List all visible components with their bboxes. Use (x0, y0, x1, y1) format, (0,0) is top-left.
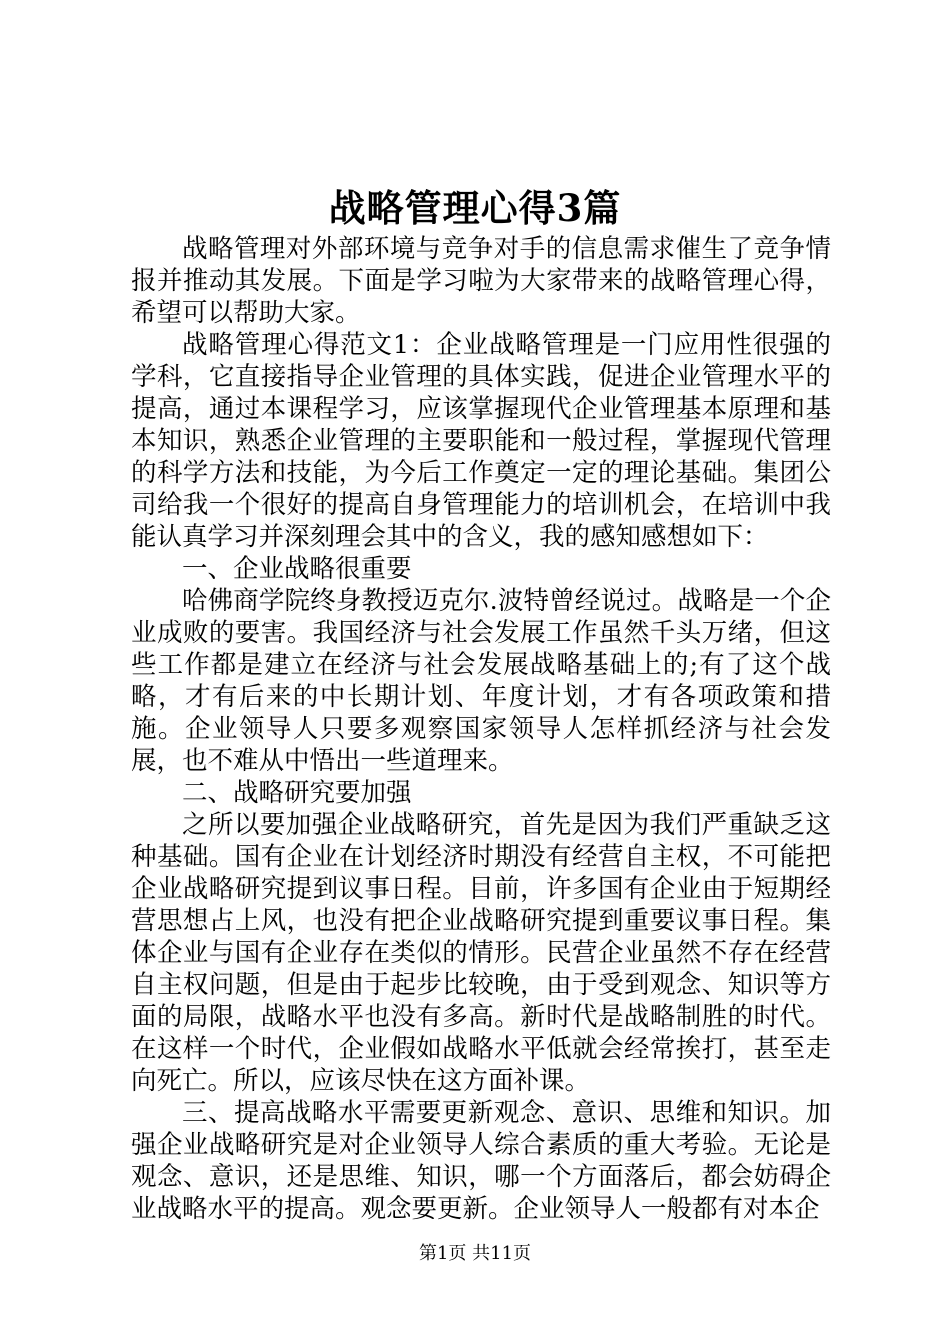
section-1-paragraph: 哈佛商学院终身教授迈克尔.波特曾经说过。战略是一个企业成败的要害。我国经济与社会发展工作虽然千头万绪，但这些工作都是建立在经济与社会发展战略基础上的;有了这个战略，才有后来的中长期计划、年度计划，才有各项政策和措施。企业领导人只要多观察国家领导人怎样抓经济与社会发展，也不难从中悟出一些道理来。 (131, 586, 831, 776)
page-footer: 第1页 共11页 (418, 1243, 532, 1264)
sample-1-paragraph: 战略管理心得范文1：企业战略管理是一门应用性很强的学科，它直接指导企业管理的具体实践，促进企业管理水平的提高，通过本课程学习，应该掌握现代企业管理基本原理和基本知识，熟悉企业管理的主要职能和一般过程，掌握现代管理的科学方法和技能，为今后工作奠定一定的理论基础。集团公司给我一个很好的提高自身管理能力的培训机会，在培训中我能认真学习并深刻理会其中的含义，我的感知感想如下： (131, 330, 831, 552)
section-3-paragraph: 三、提高战略水平需要更新观念、意识、思维和知识。加强企业战略研究是对企业领导人综合素质的重大考验。无论是观念、意识，还是思维、知识，哪一个方面落后，都会妨碍企业战略水平的提高。观念要更新。企业领导人一般都有对本企 (131, 1098, 831, 1224)
document-title: 战略管理心得3篇 (328, 186, 622, 230)
document-body (131, 233, 831, 1225)
intro-paragraph: 战略管理对外部环境与竞争对手的信息需求催生了竞争情报并推动其发展。下面是学习啦为大家带来的战略管理心得，希望可以帮助大家。 (131, 234, 831, 328)
section-heading-1: 一、企业战略很重要 (182, 554, 412, 584)
section-heading-2: 二、战略研究要加强 (182, 778, 412, 808)
section-2-paragraph: 之所以要加强企业战略研究，首先是因为我们严重缺乏这种基础。国有企业在计划经济时期没有经营自主权，不可能把企业战略研究提到议事日程。目前，许多国有企业由于短期经营思想占上风，也没有把企业战略研究提到重要议事日程。集体企业与国有企业存在类似的情形。民营企业虽然不存在经营自主权问题，但是由于起步比较晚，由于受到观念、知识等方面的局限，战略水平也没有多高。新时代是战略制胜的时代。在这样一个时代，企业假如战略水平低就会经常挨打，甚至走向死亡。所以，应该尽快在这方面补课。 (131, 810, 831, 1096)
